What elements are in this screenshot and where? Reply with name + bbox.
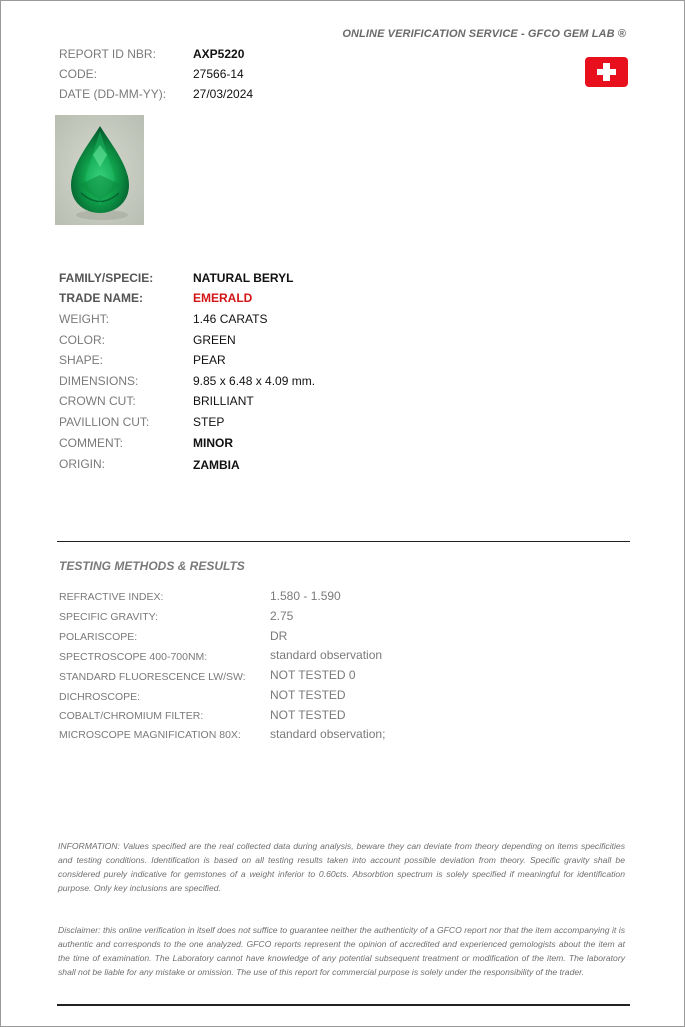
testing-title: TESTING METHODS & RESULTS — [59, 559, 245, 573]
family-label: FAMILY/SPECIE: — [59, 271, 154, 285]
test-value: NOT TESTED 0 — [270, 668, 356, 682]
comment-value: MINOR — [193, 436, 233, 450]
origin-value: ZAMBIA — [193, 458, 240, 472]
trade-name-value: EMERALD — [193, 291, 253, 305]
test-label: MICROSCOPE MAGNIFICATION 80X: — [59, 729, 241, 741]
report-id-label: REPORT ID NBR: — [59, 47, 156, 61]
service-title: ONLINE VERIFICATION SERVICE - GFCO GEM LAB ® — [342, 28, 626, 40]
crown-cut-label: CROWN CUT: — [59, 394, 136, 408]
test-value: 2.75 — [270, 609, 294, 623]
test-value: 1.580 - 1.590 — [270, 589, 341, 603]
trade-name-label: TRADE NAME: — [59, 291, 143, 305]
test-label: POLARISCOPE: — [59, 631, 138, 643]
shape-label: SHAPE: — [59, 353, 104, 367]
weight-value: 1.46 CARATS — [193, 312, 268, 326]
date-value: 27/03/2024 — [193, 87, 254, 101]
date-label: DATE (DD-MM-YY): — [59, 87, 167, 101]
section-divider — [57, 541, 630, 542]
color-label: COLOR: — [59, 333, 106, 347]
information-note: INFORMATION: Values specified are the real collected data during analysis, beware they can deviate from theory depending on items specificities and testing conditions. Identification is based on all testing results taken into account possible deviation from theory. Specific gravity shall be considered purely indicative for gemstones of a weight inferior to 0.60cts. Absorbtion spectrum is solely specified if meaningful for identification purpose. Only key inclusions are specified. — [58, 841, 625, 893]
pear-emerald-photo — [55, 115, 144, 225]
test-value: DR — [270, 629, 288, 643]
pavillion-cut-value: STEP — [193, 415, 225, 429]
test-label: COBALT/CHROMIUM FILTER: — [59, 710, 204, 722]
origin-label: ORIGIN: — [59, 457, 106, 471]
footer-divider — [57, 1004, 630, 1006]
test-value: NOT TESTED — [270, 708, 346, 722]
test-label: SPECTROSCOPE 400-700NM: — [59, 651, 208, 663]
report-id-value: AXP5220 — [193, 47, 245, 61]
test-value: NOT TESTED — [270, 688, 346, 702]
test-value: standard observation — [270, 648, 383, 662]
crown-cut-value: BRILLIANT — [193, 394, 254, 408]
family-value: NATURAL BERYL — [193, 271, 294, 285]
pavillion-cut-label: PAVILLION CUT: — [59, 415, 150, 429]
gem-photo — [55, 115, 144, 225]
test-label: STANDARD FLUORESCENCE LW/SW: — [59, 671, 246, 683]
code-label: CODE: — [59, 67, 98, 81]
weight-label: WEIGHT: — [59, 312, 109, 326]
code-value: 27566-14 — [193, 67, 244, 81]
test-label: SPECIFIC GRAVITY: — [59, 611, 158, 623]
comment-label: COMMENT: — [59, 436, 123, 450]
shape-value: PEAR — [193, 353, 226, 367]
test-value: standard observation; — [270, 727, 386, 741]
color-value: GREEN — [193, 333, 236, 347]
test-label: REFRACTIVE INDEX: — [59, 591, 164, 603]
dimensions-label: DIMENSIONS: — [59, 374, 139, 388]
test-label: DICHROSCOPE: — [59, 691, 141, 703]
disclaimer-note: Disclaimer: this online verification in itself does not suffice to guarantee neither the authenticity of a GFCO report nor that the item accompanying it is authentic and corresponds to the one analyzed. GFCO reports represent the opinion of accredited and experienced gemologists about the item at the time of examination. The Laboratory cannot have knowledge of any potential subsequent treatment or modification of the item. The laboratory shall not be liable for any mistake or omission. The use of this report for commercial purpose is solely under the responsibility of the trader. — [58, 925, 625, 977]
dimensions-value: 9.85 x 6.48 x 4.09 mm. — [193, 374, 316, 388]
swiss-flag-icon — [585, 57, 628, 87]
